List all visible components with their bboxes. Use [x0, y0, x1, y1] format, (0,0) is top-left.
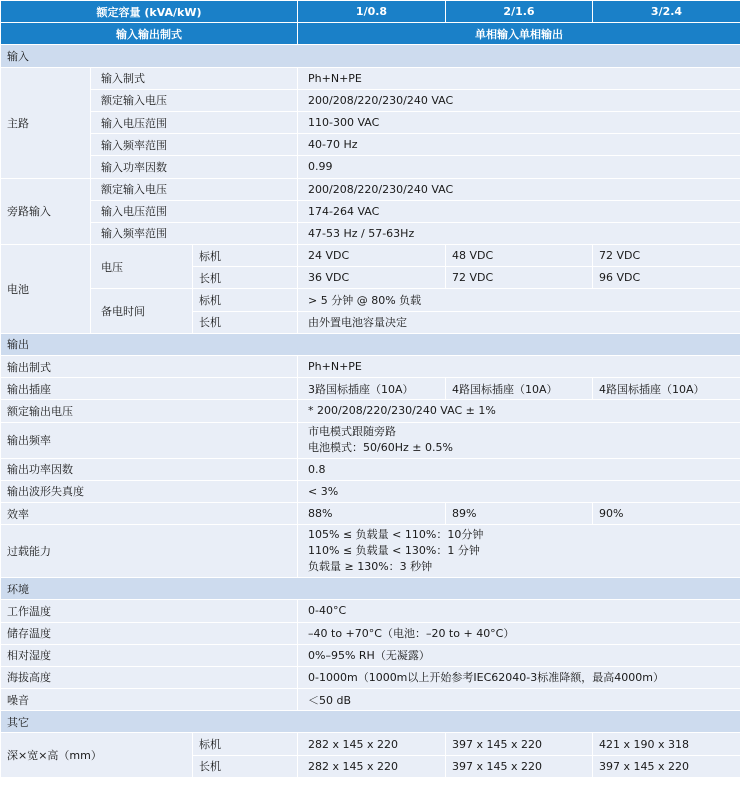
row-label: 输入电压范围 [91, 111, 298, 133]
cell-value: 282 x 145 x 220 [298, 733, 446, 755]
row-value: 200/208/220/230/240 VAC [298, 178, 740, 200]
io-mode-row [1, 23, 740, 45]
row-value: 110-300 VAC [298, 111, 740, 133]
cell-value: > 5 分钟 @ 80% 负载 [298, 289, 740, 311]
row-value: 0-1000m（1000m以上开始参考IEC62040-3标准降额，最高4000m） [298, 666, 740, 688]
cell-value: 72 VDC [446, 267, 593, 289]
row-label: 输入频率范围 [91, 134, 298, 156]
row-value: 市电模式跟随旁路 电池模式：50/60Hz ± 0.5% [298, 422, 740, 458]
model-header: 1/0.8 [298, 1, 446, 23]
battery-voltage-label: 电压 [91, 245, 193, 289]
table-row [1, 289, 740, 311]
table-row [1, 245, 740, 267]
section-output: 输出 [1, 333, 740, 355]
cell-value: 88% [298, 502, 446, 524]
io-mode-label: 输入输出制式 [1, 23, 298, 45]
table-row [1, 525, 740, 578]
standard-model-label: 标机 [193, 733, 298, 755]
cell-value: 96 VDC [593, 267, 740, 289]
row-label: 效率 [1, 502, 298, 524]
row-value: * 200/208/220/230/240 VAC ± 1% [298, 400, 740, 422]
cell-value: 72 VDC [593, 245, 740, 267]
row-value: 105% ≤ 负载量 < 110%：10分钟 110% ≤ 负载量 < 130%：1 分钟 负载量 ≥ 130%：3 秒钟 [298, 525, 740, 578]
table-row [1, 111, 740, 133]
dimensions-label: 深×宽×高（mm） [1, 733, 193, 777]
row-label: 工作温度 [1, 600, 298, 622]
table-row [1, 400, 740, 422]
table-row [1, 733, 740, 755]
section-row [1, 578, 740, 600]
table-row [1, 689, 740, 711]
table-row [1, 378, 740, 400]
cell-value: 4路国标插座（10A） [446, 378, 593, 400]
row-label: 额定输入电压 [91, 178, 298, 200]
cell-value: 36 VDC [298, 267, 446, 289]
row-label: 额定输出电压 [1, 400, 298, 422]
row-label: 额定输入电压 [91, 89, 298, 111]
row-value: Ph+N+PE [298, 67, 740, 89]
row-value: 47-53 Hz / 57-63Hz [298, 222, 740, 244]
row-value: 174-264 VAC [298, 200, 740, 222]
row-value: –40 to +70°C（电池：–20 to + 40°C） [298, 622, 740, 644]
row-value: 200/208/220/230/240 VAC [298, 89, 740, 111]
table-row [1, 89, 740, 111]
cell-value: 89% [446, 502, 593, 524]
row-value: 40-70 Hz [298, 134, 740, 156]
row-label: 相对湿度 [1, 644, 298, 666]
cell-value: 4路国标插座（10A） [593, 378, 740, 400]
long-model-label: 长机 [193, 267, 298, 289]
table-row [1, 502, 740, 524]
table-row [1, 600, 740, 622]
table-row [1, 622, 740, 644]
cell-value: 282 x 145 x 220 [298, 755, 446, 777]
table-row [1, 156, 740, 178]
long-model-label: 长机 [193, 311, 298, 333]
bypass-label: 旁路输入 [1, 178, 91, 245]
table-row [1, 134, 740, 156]
header-row [1, 1, 740, 23]
io-mode-value: 单相输入单相输出 [298, 23, 740, 45]
table-row [1, 666, 740, 688]
section-row [1, 333, 740, 355]
row-value: 0.99 [298, 156, 740, 178]
table-row [1, 458, 740, 480]
row-label: 储存温度 [1, 622, 298, 644]
table-row [1, 422, 740, 458]
model-header: 2/1.6 [446, 1, 593, 23]
standard-model-label: 标机 [193, 289, 298, 311]
section-row [1, 711, 740, 733]
row-value: < 3% [298, 480, 740, 502]
battery-label: 电池 [1, 245, 91, 334]
table-row [1, 356, 740, 378]
cell-value: 由外置电池容量决定 [298, 311, 740, 333]
cell-value: 397 x 145 x 220 [446, 755, 593, 777]
cell-value: 48 VDC [446, 245, 593, 267]
section-input: 输入 [1, 45, 740, 67]
row-value: 0.8 [298, 458, 740, 480]
section-environment: 环境 [1, 578, 740, 600]
row-label: 过载能力 [1, 525, 298, 578]
row-value: ＜50 dB [298, 689, 740, 711]
main-circuit-label: 主路 [1, 67, 91, 178]
long-model-label: 长机 [193, 755, 298, 777]
table-row [1, 67, 740, 89]
row-label: 输出制式 [1, 356, 298, 378]
cell-value: 397 x 145 x 220 [446, 733, 593, 755]
section-row [1, 45, 740, 67]
table-row [1, 222, 740, 244]
row-label: 海拔高度 [1, 666, 298, 688]
cell-value: 3路国标插座（10A） [298, 378, 446, 400]
row-label: 输出功率因数 [1, 458, 298, 480]
row-label: 输出频率 [1, 422, 298, 458]
cell-value: 421 x 190 x 318 [593, 733, 740, 755]
cell-value: 397 x 145 x 220 [593, 755, 740, 777]
row-label: 输入功率因数 [91, 156, 298, 178]
table-row [1, 644, 740, 666]
section-other: 其它 [1, 711, 740, 733]
row-label: 输入制式 [91, 67, 298, 89]
row-value: 0%–95% RH（无凝露） [298, 644, 740, 666]
standard-model-label: 标机 [193, 245, 298, 267]
row-label: 输出插座 [1, 378, 298, 400]
table-row [1, 200, 740, 222]
row-label: 输入频率范围 [91, 222, 298, 244]
table-row [1, 178, 740, 200]
row-label: 噪音 [1, 689, 298, 711]
row-value: Ph+N+PE [298, 356, 740, 378]
capacity-header: 额定容量 (kVA/kW) [1, 1, 298, 23]
backup-time-label: 备电时间 [91, 289, 193, 333]
model-header: 3/2.4 [593, 1, 740, 23]
cell-value: 24 VDC [298, 245, 446, 267]
row-label: 输出波形失真度 [1, 480, 298, 502]
row-value: 0-40°C [298, 600, 740, 622]
table-row [1, 480, 740, 502]
row-label: 输入电压范围 [91, 200, 298, 222]
cell-value: 90% [593, 502, 740, 524]
